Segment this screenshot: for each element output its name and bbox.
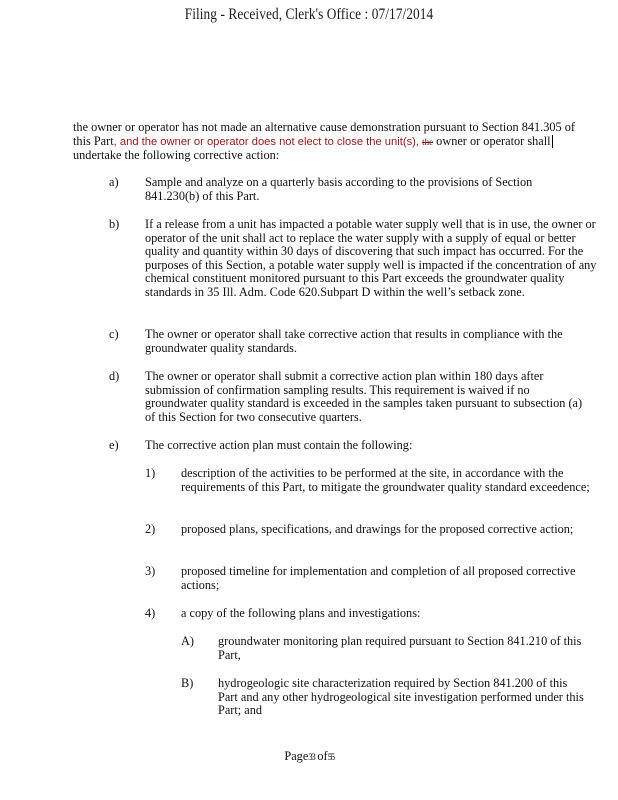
intro-text-part2: owner or operator shall undertake the following corrective action: bbox=[73, 133, 551, 163]
item-text: Sample and analyze on a quarterly basis according to the provisions of Section 841.230(b) of this Part. bbox=[145, 175, 533, 203]
page-label: Page bbox=[284, 749, 309, 763]
struck-revision-text: the bbox=[422, 136, 434, 147]
item-text: If a release from a unit has impacted a potable water supply well that is in use, the owner or operator of the unit shall act to replace the water supply with a supply of equal or better quality and quantity within 30 days of discovering that such impact has occurred. For the purposes of this Section, a potable water supply well is impacted if the concentration of any chemical constituent monitored pursuant to this Part exceeds the groundwater quality standards in 35 Ill. Adm. Code 620.Subpart D within the well’s setback zone. bbox=[145, 217, 597, 299]
sub-item-text: proposed timeline for implementation and completion of all proposed corrective actions; bbox=[181, 564, 576, 592]
page-number: 33 bbox=[308, 752, 315, 762]
page-footer bbox=[0, 749, 618, 764]
sub-sub-item-text: groundwater monitoring plan required pursuant to Section 841.210 of this Part, bbox=[218, 634, 582, 662]
text-cursor bbox=[552, 135, 553, 148]
sub-item-label: 1) bbox=[145, 466, 156, 480]
inserted-revision-text: , and the owner or operator does not elect to close the unit(s), bbox=[113, 135, 420, 148]
sub-item-label: 3) bbox=[145, 564, 156, 578]
sub-item-text: proposed plans, specifications, and drawings for the proposed corrective action; bbox=[181, 522, 574, 536]
of-label: of bbox=[317, 749, 328, 763]
sub-sub-item-text: hydrogeologic site characterization required by Section 841.200 of this Part and any other hydrogeological site investigation performed under this Part; and bbox=[218, 676, 584, 718]
sub-item-label: 2) bbox=[145, 522, 156, 536]
sub-sub-item-label: A) bbox=[181, 634, 194, 648]
intro-paragraph bbox=[73, 121, 578, 163]
item-text: The owner or operator shall submit a corrective action plan within 180 days after submission of confirmation sampling results. This requirement is waived if no groundwater quality standard is exceeded in the samples taken pursuant to subsection (a) of this Section for two consecutive quarters. bbox=[145, 369, 583, 424]
sub-item-text: a copy of the following plans and investigations: bbox=[181, 606, 421, 620]
page-total: 55 bbox=[327, 752, 334, 762]
item-label: c) bbox=[109, 327, 119, 341]
intro-text-part1: the owner or operator has not made an alternative cause demonstration pursuant to Section 841.305 of this Part bbox=[73, 120, 575, 148]
filing-header: Filing - Received, Clerk's Office : 07/17/2014 bbox=[184, 6, 434, 23]
item-label: a) bbox=[109, 175, 119, 189]
item-text: The corrective action plan must contain the following: bbox=[145, 438, 413, 452]
item-label: d) bbox=[109, 369, 120, 383]
sub-item-label: 4) bbox=[145, 606, 156, 620]
item-label: b) bbox=[109, 217, 120, 231]
item-label: e) bbox=[109, 438, 119, 452]
sub-item-text: description of the activities to be performed at the site, in accordance with the requirements of this Part, to mitigate the groundwater quality standard exceedence; bbox=[181, 466, 590, 494]
item-text: The owner or operator shall take corrective action that results in compliance with the groundwater quality standards. bbox=[145, 327, 563, 355]
sub-sub-item-label: B) bbox=[181, 676, 194, 690]
